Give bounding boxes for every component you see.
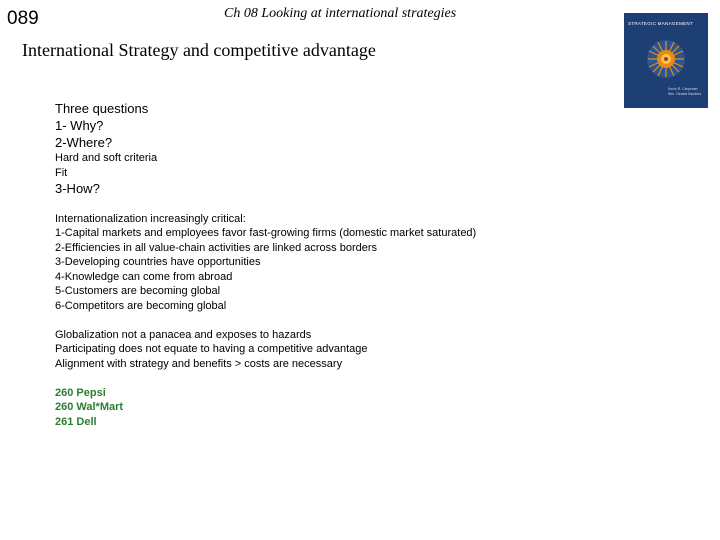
list-item: 4-Knowledge can come from abroad	[55, 270, 233, 283]
list-item: 3-Developing countries have opportunities	[55, 256, 261, 268]
list-item: 6-Competitors are becoming global	[55, 299, 227, 312]
page-title: International Strategy and competitive advantage	[22, 40, 376, 60]
book-cover-authors: Kevin R. Carpenter Wm. Gerard Sanders	[668, 87, 702, 96]
questions-heading: Three questions	[55, 101, 149, 116]
globalization-line: Globalization not a panacea and exposes to hazards	[55, 328, 312, 341]
book-cover-title: STRATEGIC MANAGEMENT	[628, 21, 693, 26]
reference-dell: 261 Dell	[55, 415, 97, 428]
chapter-title: Ch 08 Looking at international strategies	[224, 6, 457, 21]
book-cover-image	[624, 13, 708, 108]
reference-walmart: 260 Wal*Mart	[55, 401, 124, 413]
question-where: 2-Where?	[55, 135, 113, 150]
reference-pepsi: 260 Pepsi	[55, 386, 106, 399]
internationalization-heading: Internationalization increasingly critical:	[55, 212, 246, 225]
list-item: 1-Capital markets and employees favor fast-growing firms (domestic market saturated)	[55, 227, 477, 239]
where-fit: Fit	[55, 166, 68, 179]
globalization-line: Participating does not equate to having a competitive advantage	[55, 343, 368, 355]
globalization-line: Alignment with strategy and benefits > costs are necessary	[55, 357, 343, 370]
slide-body	[55, 100, 615, 429]
slide-number: 089	[7, 8, 39, 29]
sunburst-icon	[646, 39, 686, 79]
question-why: 1- Why?	[55, 118, 104, 133]
where-criteria: Hard and soft criteria	[55, 152, 158, 164]
list-item: 5-Customers are becoming global	[55, 285, 221, 297]
list-item: 2-Efficiencies in all value-chain activities are linked across borders	[55, 241, 378, 254]
question-how: 3-How?	[55, 181, 100, 196]
